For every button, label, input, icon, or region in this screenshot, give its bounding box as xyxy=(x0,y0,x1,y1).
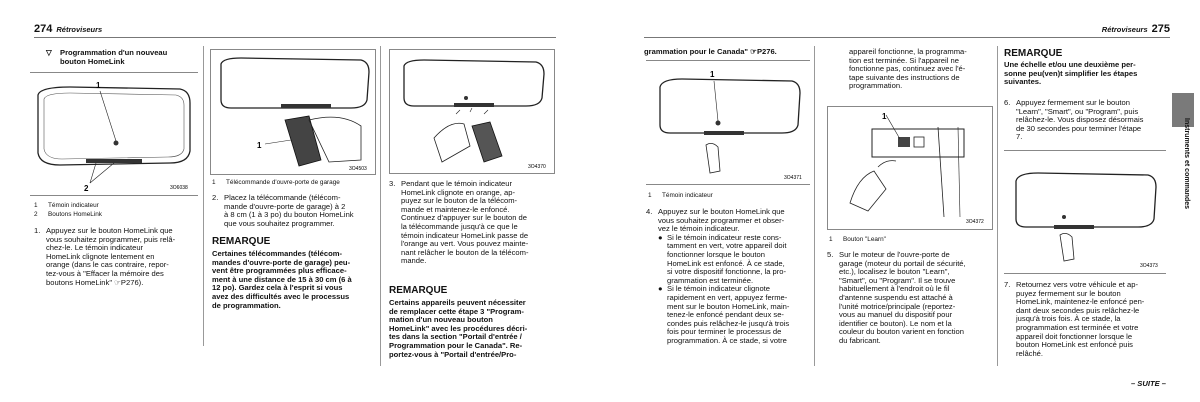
bullet-1-line: HomeLink est enfoncé. À ce stade, xyxy=(667,258,785,268)
fig5-legend xyxy=(829,236,993,245)
bullet-1-line: Si le témoin indicateur reste cons- xyxy=(667,232,782,242)
step-2-line: à 8 cm (1 à 3 po) du bouton HomeLink xyxy=(224,210,354,220)
bullet-2-line: Si le témoin indicateur clignote xyxy=(667,284,770,294)
col5-line: programmation. xyxy=(849,81,903,91)
step-1-line: HomeLink clignote lentement en xyxy=(46,251,155,261)
step-6-number: 6. xyxy=(1004,98,1011,107)
figure-learn-button xyxy=(827,106,993,230)
fig4-legend xyxy=(648,192,810,201)
bullet-1-line: grammation est terminée. xyxy=(667,275,754,285)
step-5 xyxy=(827,251,993,346)
step-5-number: 5. xyxy=(827,250,834,259)
remark-2-title: REMARQUE xyxy=(389,285,448,296)
step-2 xyxy=(212,194,376,228)
step-7-line: dant deux secondes puis relâchez-le xyxy=(1016,305,1140,315)
bullet-dot-icon: ● xyxy=(658,232,663,242)
step-7-number: 7. xyxy=(1004,280,1011,289)
bullet-1-line: tamment en vert, votre appareil doit xyxy=(667,241,787,251)
remark-2 xyxy=(389,285,555,359)
step-4-line: vez le témoin indicateur. xyxy=(658,224,740,234)
step-3-line: l'orange au vert. Vous pouvez mainte- xyxy=(401,239,529,249)
remark-1-line: 12 po). Gardez cela à l'esprit si vous xyxy=(212,283,343,293)
step-3-line: nant relâcher le bouton de la télécom- xyxy=(401,247,529,257)
remark-1-line: ment à une distance de 15 à 30 cm (6 à xyxy=(212,274,352,284)
fig4-legend-text-1: Témoin indicateur xyxy=(662,192,713,199)
fig1-callout-2: 2 xyxy=(84,184,89,193)
garage-motor-illustration xyxy=(828,107,992,229)
step-7-line: relâché. xyxy=(1016,348,1044,358)
step-7-line: jusqu'à trois fois. À ce stade, la xyxy=(1016,314,1121,324)
step-7-line: Retournez vers votre véhicule et ap- xyxy=(1016,280,1138,289)
bullet-2-line: rapidement en vert, appuyez ferme- xyxy=(667,292,788,302)
bullet-dot-icon: ● xyxy=(658,284,663,294)
remark-2-line: mation d'un nouveau bouton xyxy=(389,315,493,325)
step-6-line: Appuyez fermement sur le bouton xyxy=(1016,98,1130,107)
remark-2-line: de remplacer cette étape 3 "Program- xyxy=(389,306,524,316)
fig2-legend-text-1: Télécommande d'ouvre-porte de garage xyxy=(226,179,340,186)
fig2-code: 3O4503 xyxy=(349,166,367,172)
bullet-1-line: si votre dispositif fonctionne, la pro- xyxy=(667,267,787,277)
col5-line: tape suivante des instructions de xyxy=(849,72,960,82)
col5-line: tion est terminée. Si l'appareil ne xyxy=(849,55,959,65)
fig4-code: 3O4371 xyxy=(784,175,802,181)
right-page-header xyxy=(1000,23,1170,35)
step-3-line: témoin indicateur HomeLink passe de xyxy=(401,230,529,240)
step-5-line: vous au manuel du dispositif pour xyxy=(839,310,953,320)
remark-2-line: tes dans la section "Portail d'entrée / xyxy=(389,332,522,342)
side-tab-label: Instruments et commandes xyxy=(1183,118,1190,210)
fig2-legend-num-1: 1 xyxy=(212,179,216,186)
figure-press-remote xyxy=(389,49,555,174)
step-5-line: etc.), localisez le bouton "Learn", xyxy=(839,267,950,277)
step-3-line: mande et maintenez-le enfoncé. xyxy=(401,204,510,214)
step-5-line: "Smart", ou "Program". Il se trouve xyxy=(839,275,956,285)
col5-line: fonctionne pas, continuez avec l'é- xyxy=(849,64,966,74)
step-3-number: 3. xyxy=(389,179,396,188)
remark-1 xyxy=(212,236,376,310)
remark-1-line: de programmation. xyxy=(212,300,281,310)
remark-2-line: portez-vous à "Portail d'entrée/Pro- xyxy=(389,349,517,359)
left-page-header xyxy=(34,23,102,35)
triangle-marker-icon: ▽ xyxy=(46,48,52,57)
subsection-title-line1: Programmation d'un nouveau xyxy=(60,48,168,57)
bullet-2-line: programmation. À ce stade, si votre xyxy=(667,335,787,345)
step-6-line: 7. xyxy=(1016,132,1023,142)
step-7-line: puyez fermement sur le bouton xyxy=(1016,288,1121,298)
figure-mirror-homelink xyxy=(30,72,198,196)
step-1-number: 1. xyxy=(34,226,41,235)
remark-3-line: sonne peu(ven)t simplifier les étapes xyxy=(1004,68,1138,78)
remark-3 xyxy=(1004,48,1168,87)
remark-2-line: HomeLink" avec les procédures décri- xyxy=(389,323,528,333)
step-4-bullet-2 xyxy=(658,285,810,345)
remark-1-line: mandes d'ouvre-porte de garage) peu- xyxy=(212,257,351,267)
step-5-line: l'unité motrice/principale (reportez- xyxy=(839,301,956,311)
remark-3-line: suivantes. xyxy=(1004,77,1042,87)
step-1-line: tez-vous à "Effacer la mémoire des xyxy=(46,268,164,278)
step-2-line: mande d'ouvre-porte de garage) à 2 xyxy=(224,201,346,211)
bullet-2-line: ment sur le bouton HomeLink, main- xyxy=(667,301,790,311)
fig3-code: 3O4370 xyxy=(528,164,546,170)
fig2-callout-1: 1 xyxy=(257,141,262,150)
fig5-code: 3O4372 xyxy=(966,219,984,225)
left-column-divider-1 xyxy=(203,46,204,346)
right-header-rule xyxy=(644,37,1170,38)
step-1-line: boutons HomeLink" ☞P276). xyxy=(46,277,144,287)
continued-marker: – SUITE – xyxy=(1130,379,1166,388)
step-3-line: mande. xyxy=(401,256,427,266)
subsection-heading xyxy=(46,49,198,66)
step-5-line: couleur du bouton varient en fonction xyxy=(839,327,964,337)
right-column-divider-1 xyxy=(814,46,815,366)
step-5-line: habituellement à l'endroit où le fil xyxy=(839,284,950,294)
fig1-legend-num-1: 1 xyxy=(34,202,38,209)
right-running-title: Rétroviseurs xyxy=(1101,25,1148,34)
fig1-callout-1: 1 xyxy=(96,81,101,90)
bullet-2-line: condes puis relâchez-le jusqu'à trois xyxy=(667,318,790,328)
step-7 xyxy=(1004,281,1166,358)
col5-continued xyxy=(849,48,993,91)
fig4-callout-1: 1 xyxy=(710,70,715,79)
step-3-line: la télécommande jusqu'à ce que le xyxy=(401,221,518,231)
step-6-line: "Learn", "Smart", ou "Program", puis xyxy=(1016,106,1139,116)
step-5-line: d'antenne suspendu est attaché à xyxy=(839,292,953,302)
fig1-code: 3O6038 xyxy=(170,185,188,191)
fig1-legend-text-2: Boutons HomeLink xyxy=(48,210,102,218)
step-4-bullet-1 xyxy=(658,234,810,286)
step-4-number: 4. xyxy=(646,207,653,216)
step-2-line: Placez la télécommande (télécom- xyxy=(224,193,341,202)
left-running-title: Rétroviseurs xyxy=(56,25,103,34)
step-3-line: HomeLink clignote en orange, ap- xyxy=(401,187,515,197)
step-3 xyxy=(389,180,555,266)
remark-3-title: REMARQUE xyxy=(1004,48,1063,59)
step-5-line: Sur le moteur de l'ouvre-porte de xyxy=(839,250,950,259)
figure-indicator-light xyxy=(646,60,810,185)
indicator-illustration xyxy=(646,61,810,184)
remark-1-line: avez des difficultés avec le processus xyxy=(212,291,350,301)
fig1-legend-text-1: Témoin indicateur xyxy=(48,202,99,209)
fig5-callout-1: 1 xyxy=(882,112,887,121)
fig1-legend xyxy=(34,202,199,219)
step-3-line: Continuez d'appuyer sur le bouton de xyxy=(401,213,527,223)
figure-remote-near-mirror xyxy=(210,49,376,175)
step-5-line: garage (moteur du portail de sécurité, xyxy=(839,258,966,268)
step-6-line: relâchez-le. Vous disposez désormais xyxy=(1016,115,1144,125)
bullet-1-line: fonctionner lorsque le bouton xyxy=(667,249,765,259)
fig5-legend-num-1: 1 xyxy=(829,236,833,243)
step-6 xyxy=(1004,99,1166,142)
mirror-illustration xyxy=(30,73,198,195)
step-5-line: du fabricant. xyxy=(839,335,881,345)
continued-text: grammation pour le Canada" ☞P276. xyxy=(644,47,777,56)
fig4-legend-num-1: 1 xyxy=(648,192,652,199)
left-header-rule xyxy=(34,37,556,38)
remark-2-line: Certains appareils peuvent nécessiter xyxy=(389,298,526,307)
fig1-legend-num-2: 2 xyxy=(34,210,38,218)
step-7-line: HomeLink, maintenez-le enfoncé pen- xyxy=(1016,297,1145,307)
left-page-number: 274 xyxy=(34,23,53,35)
remark-1-line: vent être programmées plus efficace- xyxy=(212,266,347,276)
step-4-line: vous souhaitez programmer et obser- xyxy=(658,215,785,225)
fig2-legend xyxy=(212,179,378,188)
step-1-line: orange (dans le cas contraire, repor- xyxy=(46,260,169,270)
fig5-legend-text-1: Bouton "Learn" xyxy=(843,236,886,243)
step-3-line: puyez sur le bouton de la télécom- xyxy=(401,196,518,206)
subsection-title-line2: bouton HomeLink xyxy=(60,56,125,66)
left-column-divider-2 xyxy=(380,46,381,366)
step-3-line: Pendant que le témoin indicateur xyxy=(401,179,513,188)
figure-mirror-return xyxy=(1004,150,1166,274)
remark-3-line: Une échelle et/ou une deuxième per- xyxy=(1004,60,1136,69)
right-page-number: 275 xyxy=(1151,23,1170,35)
step-1-line: vous souhaitez programmer, puis relâ- xyxy=(46,234,176,244)
bullet-2-line: tenez-le enfoncé pendant deux se- xyxy=(667,310,784,320)
step-1 xyxy=(34,227,198,287)
press-remote-illustration xyxy=(390,50,554,173)
step-4-line: Appuyez sur le bouton HomeLink que xyxy=(658,207,785,216)
bullet-2-line: fois pour terminer le processus de xyxy=(667,327,782,337)
col5-line: appareil fonctionne, la programma- xyxy=(849,47,967,56)
remote-illustration xyxy=(211,50,375,174)
step-2-number: 2. xyxy=(212,193,219,202)
step-1-line: Appuyez sur le bouton HomeLink que xyxy=(46,226,173,235)
step-1-line: chez-le. Le témoin indicateur xyxy=(46,243,144,253)
step-6-line: de 30 secondes pour terminer l'étape xyxy=(1016,123,1142,133)
step-5-line: identifier ce bouton). Le nom et la xyxy=(839,318,952,328)
mirror-return-illustration xyxy=(1004,151,1166,273)
remark-1-title: REMARQUE xyxy=(212,236,271,247)
right-column-divider-2 xyxy=(997,46,998,366)
fig6-code: 3O4373 xyxy=(1140,263,1158,269)
step-7-line: programmation est terminée et votre xyxy=(1016,322,1139,332)
remark-1-line: Certaines télécommandes (télécom- xyxy=(212,249,342,258)
step-2-line: que vous souhaitez programmer. xyxy=(224,218,335,228)
step-4 xyxy=(646,208,810,346)
step-7-line: appareil doit fonctionner lorsque le xyxy=(1016,331,1133,341)
remark-2-line: Programmation pour le Canada". Re- xyxy=(389,340,523,350)
step-7-line: bouton HomeLink est enfoncé puis xyxy=(1016,340,1133,350)
